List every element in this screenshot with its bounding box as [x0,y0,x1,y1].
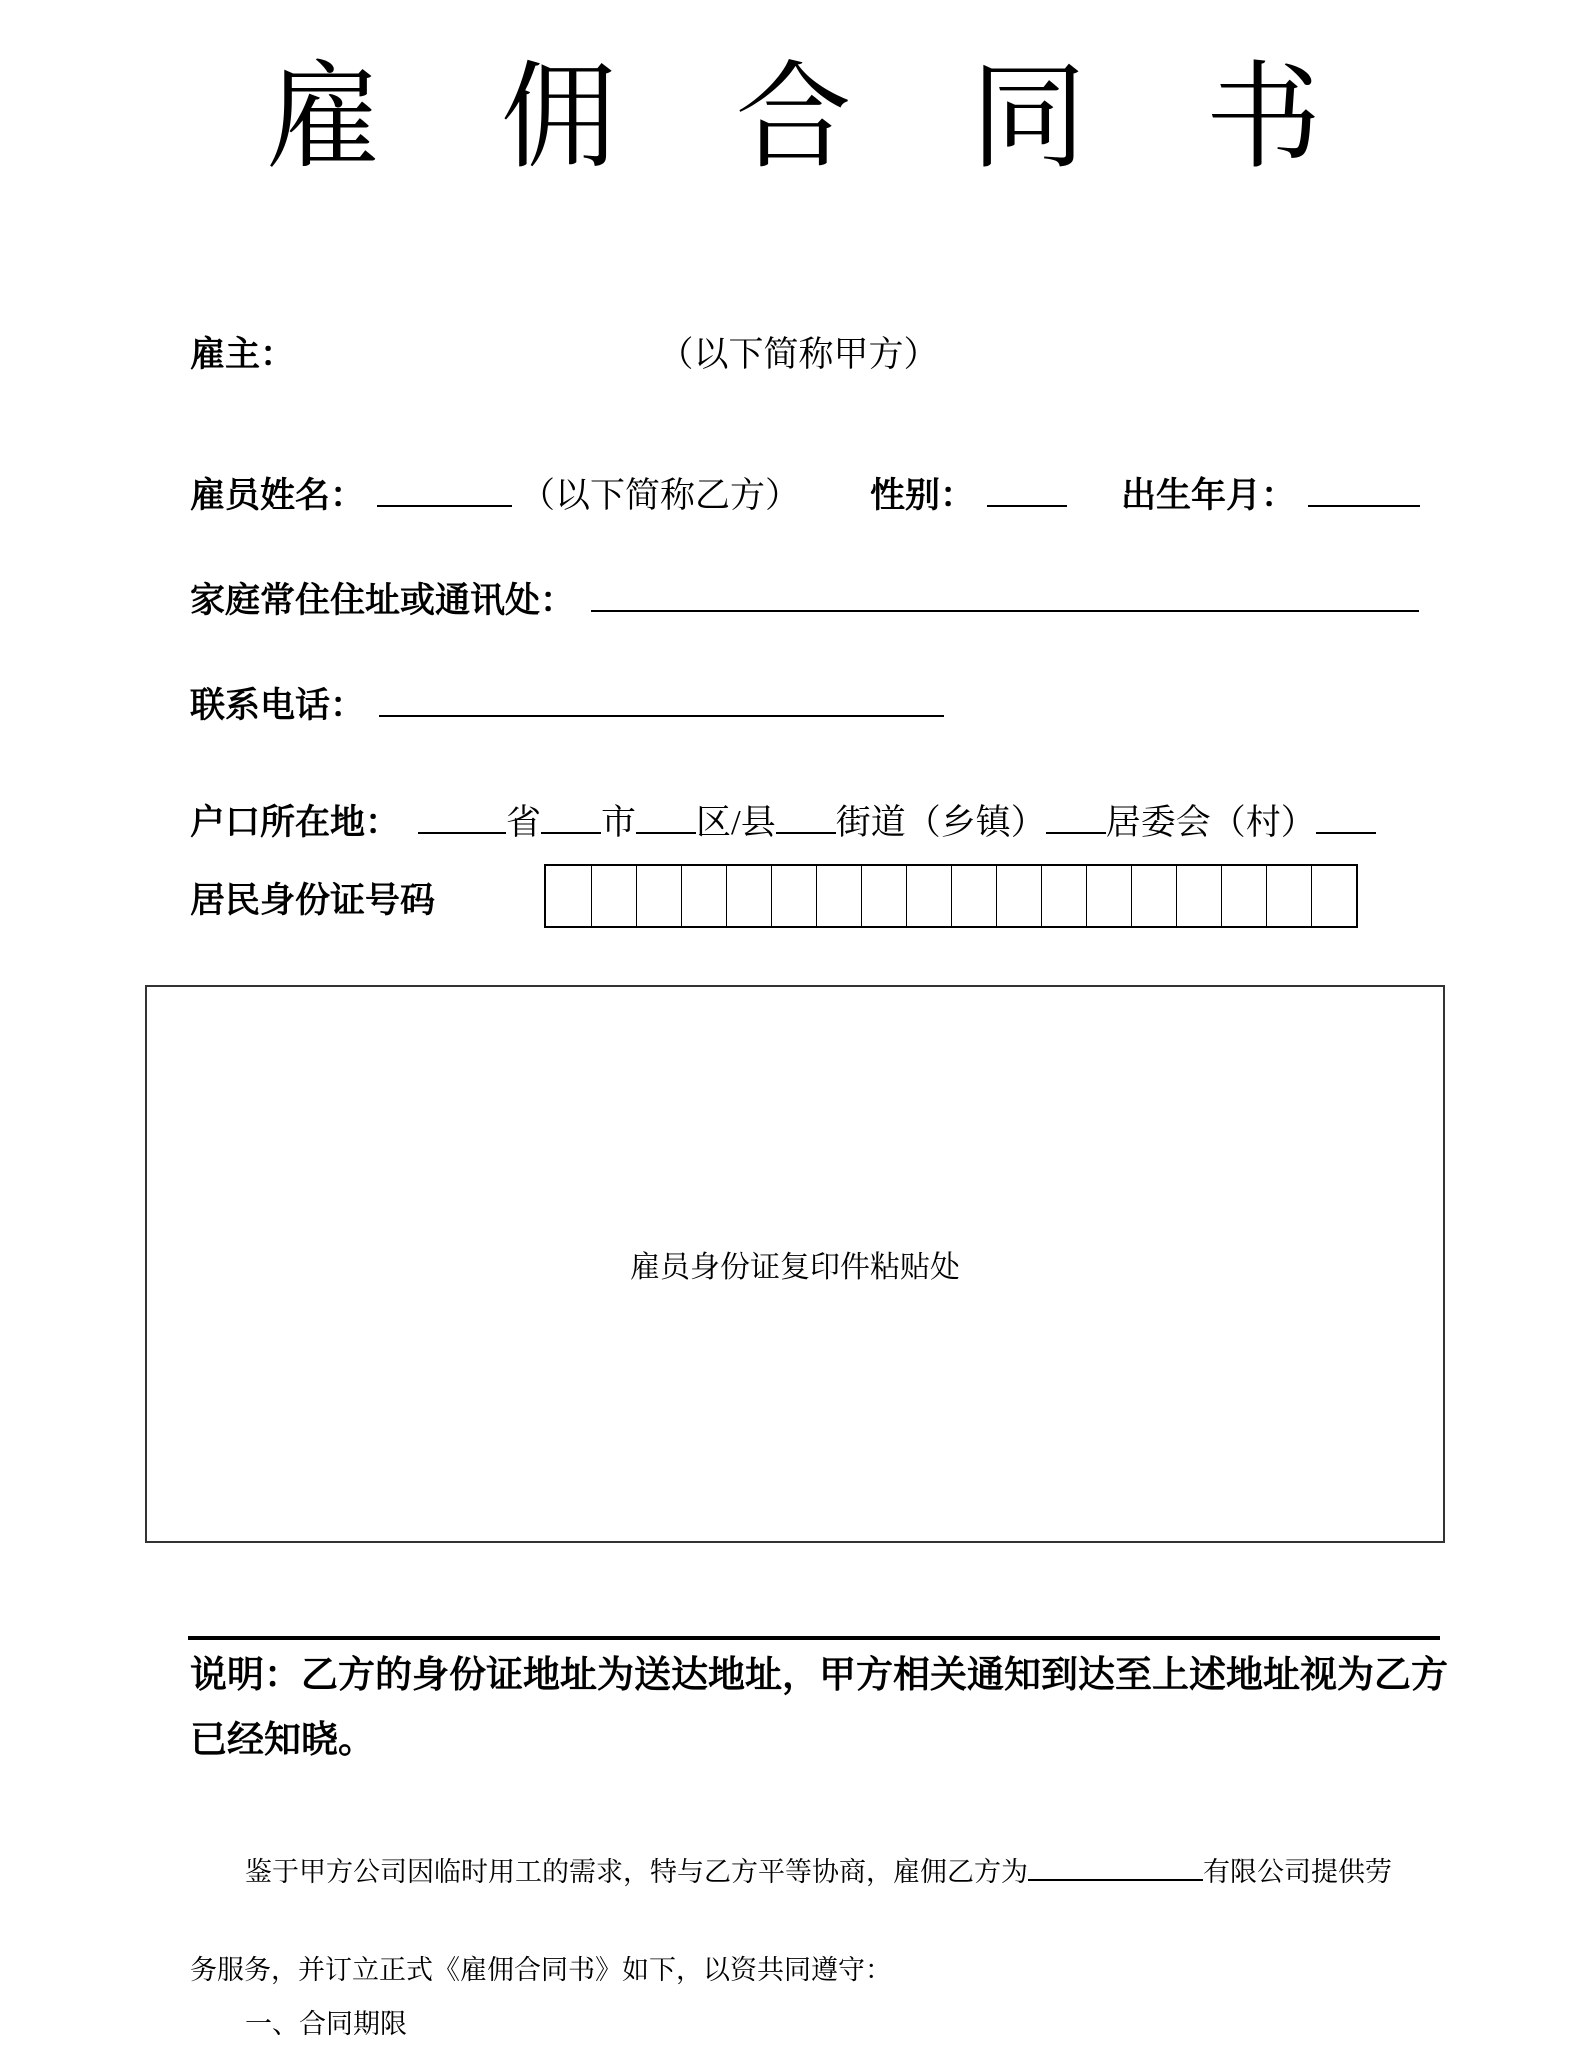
employee-name-label: 雇员姓名： [190,476,366,515]
id-cell[interactable] [1131,866,1176,926]
id-copy-paste-label: 雇员身份证复印件粘贴处 [630,1251,960,1284]
preamble-text-after-blank: 有限公司提供劳 [1203,1857,1392,1887]
id-cell[interactable] [951,866,996,926]
street-town-label: 街道（乡镇） [835,803,1046,842]
id-cell[interactable] [546,866,591,926]
address-label: 家庭常住住址或通讯处： [190,581,576,620]
birth-date-blank[interactable] [1308,470,1420,507]
employer-label: 雇主： [190,335,296,374]
employee-name-row [190,470,1420,520]
home-address-row [190,575,1419,625]
employer-row [190,330,939,379]
city-label: 市 [601,803,637,842]
household-blank-end[interactable] [1316,797,1376,834]
id-cell[interactable] [861,866,906,926]
id-cell[interactable] [1266,866,1311,926]
id-cell[interactable] [771,866,816,926]
preamble-text-before-blank: 鉴于甲方公司因临时用工的需求，特与乙方平等协商，雇佣乙方为 [245,1857,1028,1887]
company-name-blank[interactable] [1028,1852,1203,1881]
employee-alias-note: （以下简称乙方） [520,476,801,515]
phone-row [190,680,944,730]
page-title: 雇 佣 合 同 书 [265,55,1322,183]
id-number-label: 居民身份证号码 [190,881,436,920]
household-blank-committee[interactable] [1046,797,1106,834]
province-label: 省 [506,803,542,842]
section-heading-contract-term: 一、合同期限 [245,2009,407,2039]
phone-blank[interactable] [379,680,944,717]
address-blank[interactable] [591,575,1419,612]
id-number-row [190,876,435,925]
id-cell[interactable] [1311,866,1356,926]
birth-date-label: 出生年月： [1121,476,1297,515]
preamble-line-2: 务服务，并订立正式《雇佣合同书》如下，以资共同遵守： [190,1955,892,1985]
id-cell[interactable] [591,866,636,926]
section-divider [188,1636,1440,1640]
id-cell[interactable] [906,866,951,926]
household-label: 户口所在地： [190,803,401,842]
id-cell[interactable] [1041,866,1086,926]
household-blank-district[interactable] [636,797,696,834]
gender-label: 性别： [870,476,976,515]
gender-blank[interactable] [987,470,1067,507]
household-blank-street[interactable] [776,797,836,834]
preamble-line-1 [245,1852,1392,1892]
id-cell[interactable] [1221,866,1266,926]
employer-alias-note: （以下简称甲方） [676,335,939,374]
note-line-1: 说明：乙方的身份证地址为送达地址，甲方相关通知到达至上述地址视为乙方 [190,1655,1448,1696]
id-number-boxes [544,864,1358,928]
phone-label: 联系电话： [190,686,366,725]
household-registration-row [190,797,1376,847]
district-county-label: 区/县 [696,803,776,842]
id-cell[interactable] [681,866,726,926]
employee-name-blank[interactable] [377,470,512,507]
note-line-2: 已经知晓。 [190,1720,375,1761]
id-cell[interactable] [816,866,861,926]
id-copy-paste-box[interactable] [145,985,1445,1543]
id-cell[interactable] [636,866,681,926]
id-cell[interactable] [996,866,1041,926]
committee-village-label: 居委会（村） [1105,803,1316,842]
id-cell[interactable] [726,866,771,926]
id-cell[interactable] [1176,866,1221,926]
household-blank-province[interactable] [418,797,506,834]
household-blank-city[interactable] [541,797,601,834]
id-cell[interactable] [1086,866,1131,926]
